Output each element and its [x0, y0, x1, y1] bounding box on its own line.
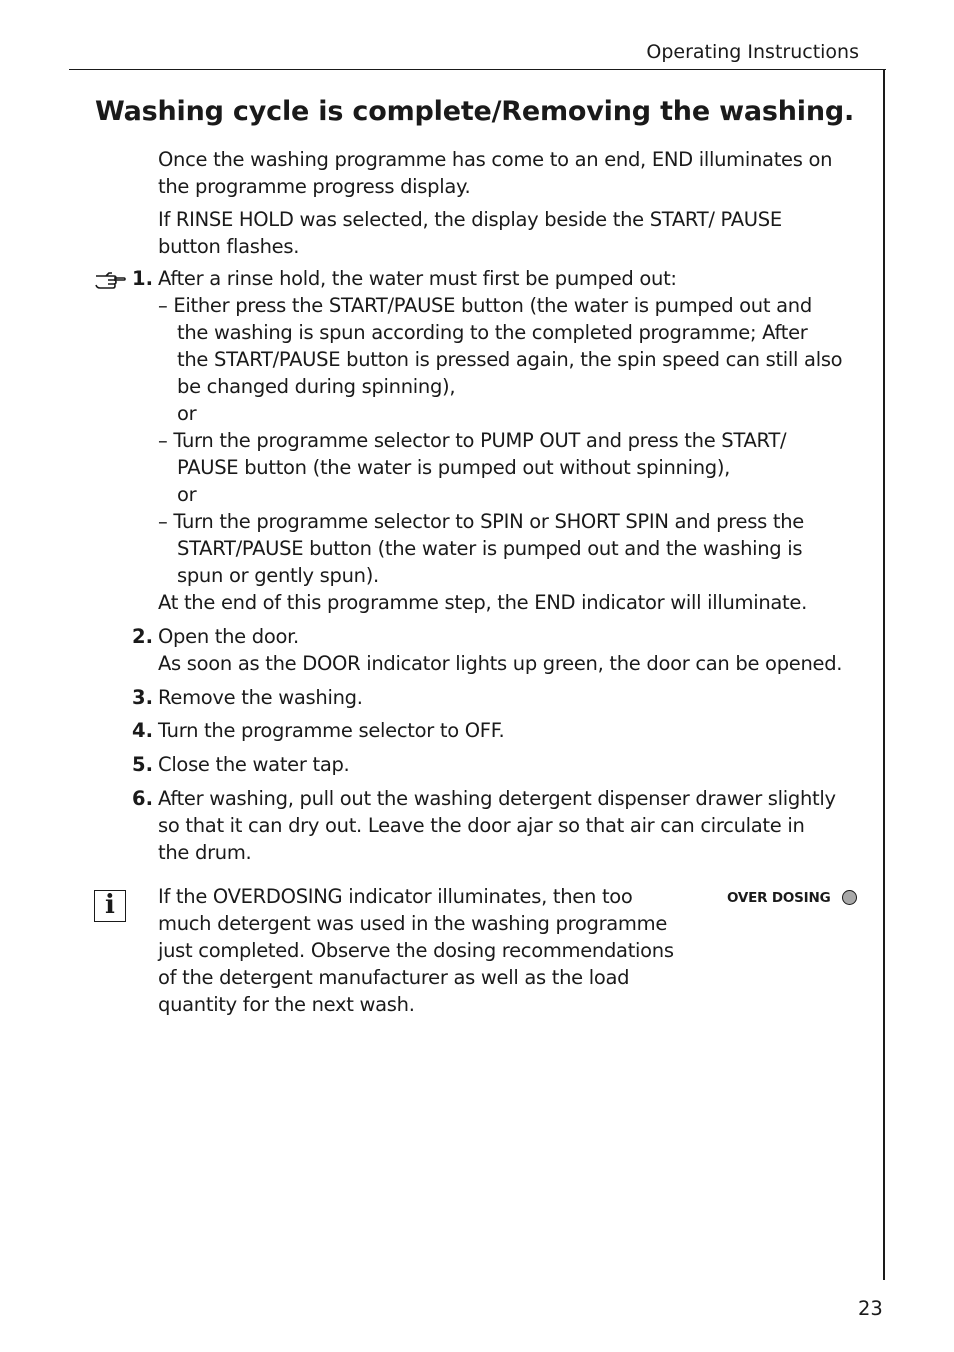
step-1-after-text: At the end of this programme step, the END indicator will illuminate.	[158, 591, 807, 614]
information-icon: i	[94, 890, 126, 922]
intro-paragraph-2: If RINSE HOLD was selected, the display beside the START/ PAUSE button flashes.	[158, 208, 782, 258]
step-1-option-2: – Turn the programme selector to PUMP OUT and press the START/ PAUSE button (the water is pumped out without spinning), or	[158, 429, 787, 506]
margin-rule	[883, 69, 885, 1280]
step-1-text: After a rinse hold, the water must first be pumped out:	[158, 267, 677, 290]
header-rule	[69, 69, 886, 70]
step-1-option-1: – Either press the START/PAUSE button (the water is pumped out and the washing is spun according to the completed programme; After the START/PAUSE button is pressed again, the spin speed can still also be changed during spinning), or	[158, 294, 843, 425]
step-number-1: 1.	[132, 267, 153, 290]
step-number-2: 2.	[132, 625, 153, 648]
pointing-hand-icon	[94, 268, 126, 292]
step-1-option-3: – Turn the programme selector to SPIN or SHORT SPIN and press the START/PAUSE button (the water is pumped out and the washing is spun or gently spun).	[158, 510, 804, 587]
intro-paragraph-1: Once the washing programme has come to an end, END illuminates on the programme progress display.	[158, 148, 833, 198]
step-4-text: Turn the programme selector to OFF.	[158, 719, 505, 742]
section-heading: Washing cycle is complete/Removing the washing.	[95, 96, 855, 127]
step-2-text: Open the door. As soon as the DOOR indicator lights up green, the door can be opened.	[158, 625, 843, 675]
step-5-text: Close the water tap.	[158, 753, 350, 776]
step-number-6: 6.	[132, 787, 153, 810]
step-3-text: Remove the washing.	[158, 686, 363, 709]
running-header: Operating Instructions	[646, 41, 859, 63]
info-note: If the OVERDOSING indicator illuminates, then too much detergent was used in the washing programme just completed. Observe the dosing recommendations of the detergent manufacturer as well as the load quantity for the next wash.	[158, 885, 674, 1016]
step-6-text: After washing, pull out the washing detergent dispenser drawer slightly so that it can dry out. Leave the door ajar so that air can circulate in the drum.	[158, 787, 836, 864]
over-dosing-label: OVER DOSING	[727, 890, 831, 906]
over-dosing-lamp-icon	[842, 890, 857, 905]
step-number-3: 3.	[132, 686, 153, 709]
page-number: 23	[858, 1297, 883, 1320]
step-number-4: 4.	[132, 719, 153, 742]
step-number-5: 5.	[132, 753, 153, 776]
